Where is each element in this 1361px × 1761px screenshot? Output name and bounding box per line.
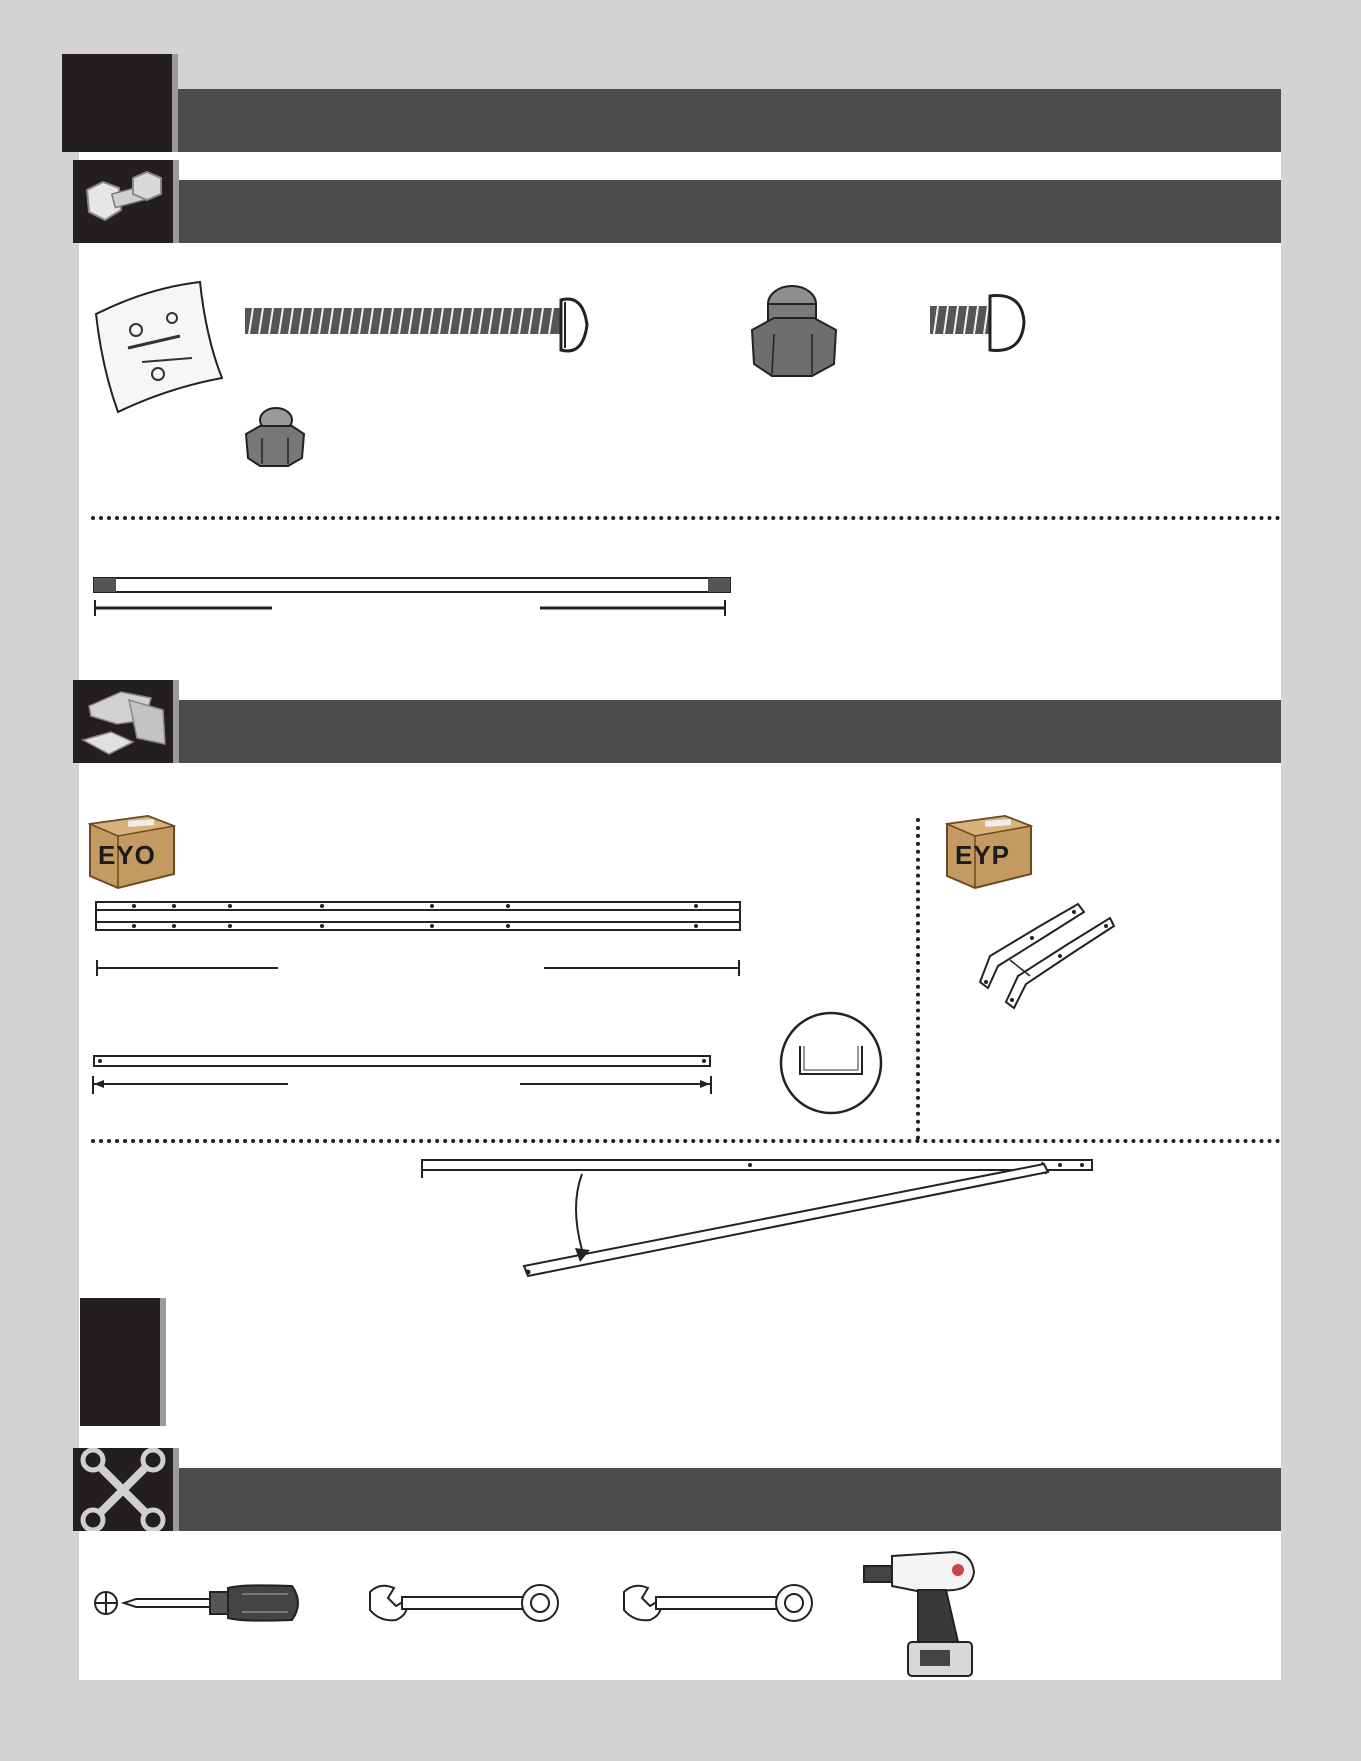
double-rail-icon xyxy=(92,898,744,982)
tools-wrench-icon xyxy=(73,1448,173,1531)
box-eyp-label: EYP xyxy=(955,840,1011,870)
step-number-box-2 xyxy=(80,1298,160,1426)
section-divider-2 xyxy=(91,1139,1281,1143)
section-divider xyxy=(91,516,1281,520)
box-eyp xyxy=(945,810,1033,890)
lock-nut-large-icon xyxy=(748,282,843,382)
hardware-section-icon-box xyxy=(73,160,173,243)
step-number-box xyxy=(62,54,172,152)
box-eyo xyxy=(88,810,176,890)
fold-rail-diagram xyxy=(420,1154,1100,1284)
drill-icon xyxy=(862,1546,986,1680)
bracket-parts-icon xyxy=(73,680,173,763)
tools-section-icon-box xyxy=(73,1448,173,1531)
bracket-section-bar xyxy=(179,700,1281,763)
long-bolt-icon xyxy=(243,290,593,360)
threaded-rod-icon xyxy=(90,572,740,616)
wrench-icon xyxy=(366,1580,562,1626)
hardware-bolt-icon xyxy=(73,160,173,243)
wrench-icon-2 xyxy=(620,1580,816,1626)
lock-nut-small-icon xyxy=(242,404,308,470)
step-header-bar xyxy=(178,89,1281,152)
angled-brackets-icon xyxy=(970,896,1120,1012)
step-box-2-shadow xyxy=(160,1298,166,1426)
single-bar-icon xyxy=(90,1050,720,1098)
tools-section-bar xyxy=(179,1468,1281,1531)
box-eyo-label: EYO xyxy=(98,840,156,870)
bracket-section-icon-box xyxy=(73,680,173,763)
screwdriver-icon xyxy=(92,1580,307,1626)
parts-column-divider xyxy=(916,818,920,1140)
hardware-section-bar xyxy=(179,180,1281,243)
short-screw-icon xyxy=(928,292,1028,356)
channel-profile-detail-icon xyxy=(778,1010,884,1116)
hardware-bag-icon xyxy=(88,278,223,416)
